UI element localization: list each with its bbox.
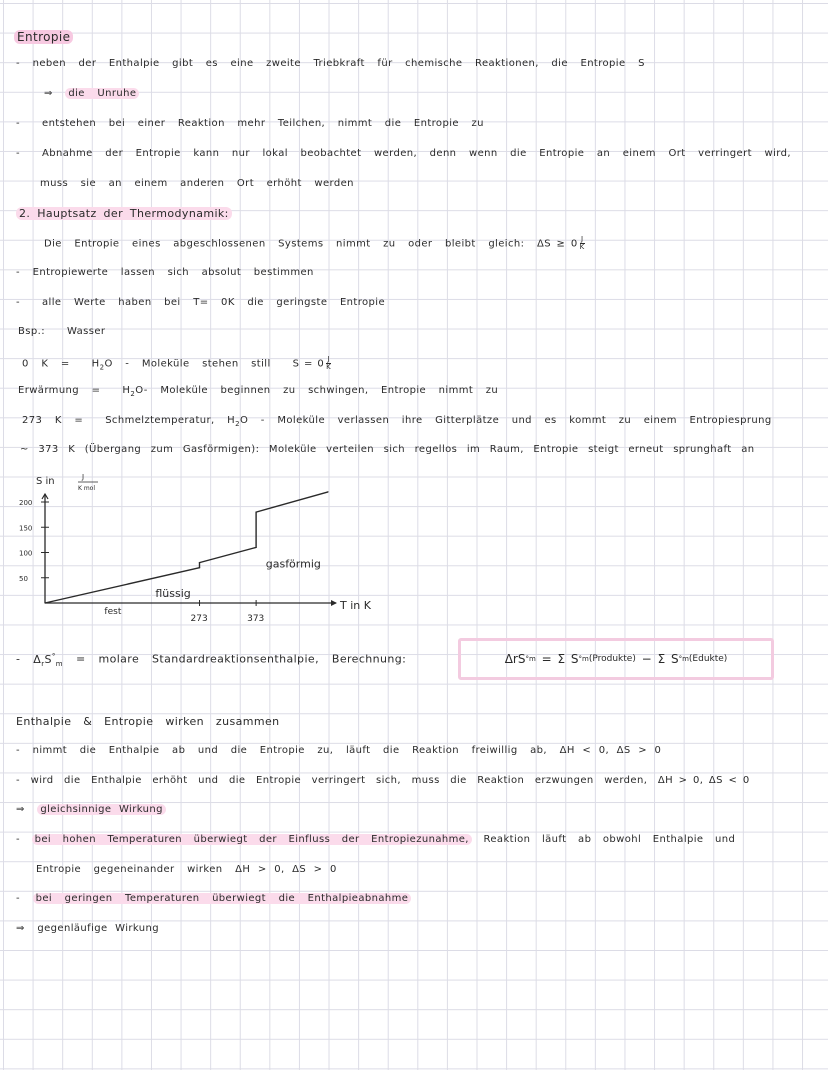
bullet-absolute [16,267,314,278]
phase-annotation: gasförmig [265,557,321,571]
dash: - [16,58,21,69]
page-title [14,30,73,44]
dash: - [16,267,21,278]
case-text: Entropie gegeneinander wirken [36,864,223,875]
row-text: O - Moleküle stehen still [104,358,271,370]
y-tick-label: 200 [19,499,33,507]
y-tick-label: 50 [19,574,28,583]
standard-symbol: $\Delta_rS^\circ_m$ [33,652,64,668]
bullet-text: entstehen bei einer Reaktion mehr Teilchen, nimmt die Entropie zu [42,118,484,129]
bullet-decrease [16,148,791,159]
example-row-0k: 0 $K = H_2O$ - Moleküle stehen still S = 0 $\frac{J}{K}$ [22,355,332,372]
hauptsatz-text: Die Entropie eines abgeschlossenen Systems nimmt zu oder bleibt gleich: [44,238,525,250]
bullet-text: Abnahme der Entropie kann nur lokal beobachtet werden, denn wenn die Entropie an einem Ort verringert wird, [42,148,791,159]
case-text: nimmt die Enthalpie ab und die Entropie zu, läuft die Reaktion freiwillig ab, [32,745,548,756]
bullet-text: muss sie an einem anderen Ort erhöht werden [40,178,354,189]
together-case-2 [16,775,750,786]
hauptsatz-title-text: 2. Hauptsatz der Thermodynamik: [16,207,232,220]
example-label: Bsp.: [18,326,45,337]
together-low-temp [16,893,411,904]
dash: - [16,745,21,756]
bullet-zero-kelvin [16,297,385,308]
standard-entropy-line [16,652,406,668]
x-tick-label: 273 [190,614,208,624]
dash: - [16,834,21,845]
data-point [256,512,257,513]
bullet-particles [16,118,484,129]
dash: - [16,148,21,159]
gegenlaeufig-text: gegenläufige Wirkung [37,923,159,934]
row-label: Erwärmung = [18,385,101,396]
dash: - [16,652,21,666]
gleichsinnig-text: gleichsinnige Wirkung [37,804,165,815]
example-row-273: 273 K = Schmelztemperatur, $H_2O$ - Moleküle verlassen ihre Gitterplätze und es kommt zu einem Entropiesprung [22,415,772,428]
arrow-icon: ⇒ [44,88,53,99]
row-text: O- Moleküle beginnen zu schwingen, Entropie nimmt zu [135,385,499,396]
standard-text: = molare Standardreaktionsenthalpie, [75,652,319,666]
together-title-text: Enthalpie & Entropie wirken zusammen [16,715,280,728]
example-subject: Wasser [66,326,106,337]
row-label: 0 K = [22,358,70,370]
entropy-symbol: S [638,58,645,69]
example-header [18,326,105,337]
data-point [327,491,328,492]
x-axis-arrow-icon [331,600,337,606]
bullet-text: alle Werte haben bei T= 0K die geringste Entropie [42,297,386,308]
dash: - [16,118,21,129]
row-formula: S = 0 [292,358,325,370]
data-point [199,562,200,563]
together-case-1 [16,745,661,756]
y-axis-unit-denominator: K mol [78,485,96,492]
y-axis-unit-numerator: J [82,473,85,481]
case-condition: ΔH > 0, ΔS > 0 [235,864,337,875]
bullet-text: Entropiewerte lassen sich absolut bestimmen [32,267,314,278]
entropy-temperature-chart [10,470,410,630]
intro-line [16,58,645,69]
intro-text: neben der Enthalpie gibt es eine zweite Triebkraft für chemische Reaktionen, die Entropie [32,58,626,69]
together-high-temp [16,834,735,845]
dash: - [16,775,21,786]
arrow-icon: ⇒ [16,804,25,815]
together-high-temp-cont [36,864,337,875]
hauptsatz-statement [44,236,585,251]
together-gleichsinnig [16,804,166,815]
bullet-decrease-cont [40,178,354,189]
intro-arrow-line [44,88,139,99]
phase-annotation: fest [104,607,122,618]
dash: - [16,893,21,904]
together-gegenlaeufig [16,923,159,934]
row-text: ~ 373 K (Übergang zum Gasförmigen): Moleküle verteilen sich regellos im Raum, Entropie steigt erneut sprunghaft an [20,444,755,455]
x-axis-label: T in K [340,599,371,612]
data-point [44,602,45,603]
data-point [256,547,257,548]
high-temp-rest: Reaktion läuft ab obwohl Enthalpie und [483,834,736,845]
sum-educts: Σ S [657,652,679,666]
example-row-373 [20,444,754,455]
row-label: 273 K = [22,415,84,426]
case-condition: ΔH > 0, ΔS < 0 [657,775,750,786]
formula-box: ΔrS ° m = Σ S ° m (Produkte) − Σ S ° m (Edukte) [458,638,774,680]
unruhe-highlight: die Unruhe [65,88,139,99]
high-temp-highlight: bei hohen Temperaturen überwiegt der Einfluss der Entropiezunahme, [32,834,472,845]
sum-products: Σ S [557,652,579,666]
berechnung-label: Berechnung: [331,652,407,666]
row-text: O - Moleküle verlassen ihre Gitterplätze und es kommt zu einem Entropiesprung [239,415,772,426]
y-tick-label: 150 [19,524,33,533]
hauptsatz-formula: ΔS ≥ 0 [536,238,578,250]
dash: - [16,297,21,308]
arrow-icon: ⇒ [16,923,25,934]
formula-left: ΔrS [504,652,526,666]
x-tick-label: 373 [247,614,265,624]
low-temp-highlight: bei geringen Temperaturen überwiegt die Enthalpieabnahme [33,893,412,904]
y-axis-label: S in [36,476,55,487]
phase-annotation: flüssig [155,586,191,600]
unit-fraction: $\frac{J}{K}$ [326,355,332,371]
page-title-text: Entropie [14,30,73,44]
case-condition: ΔH < 0, ΔS > 0 [559,745,662,756]
data-point [199,567,200,568]
case-text: wird die Enthalpie erhöht und die Entropie verringert sich, muss die Reaktion erzwungen werden, [30,775,648,786]
together-title [16,715,280,728]
example-row-warming: Erwärmung = $H_2O-$ Moleküle beginnen zu schwingen, Entropie nimmt zu [18,385,499,398]
hauptsatz-title [16,207,232,220]
y-tick-label: 100 [19,549,33,558]
unit-fraction: $\frac{J}{K}$ [579,235,585,251]
